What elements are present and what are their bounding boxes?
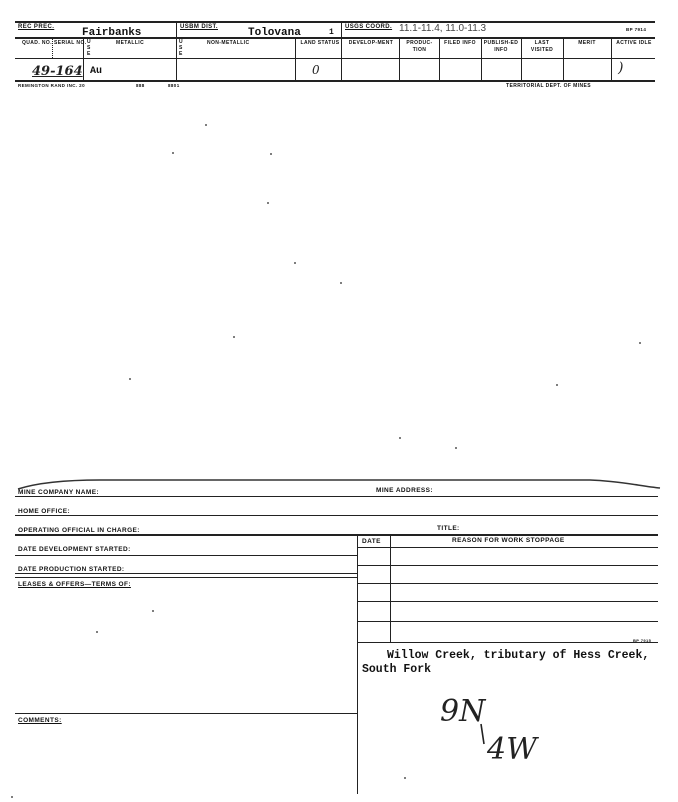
card-edge-curve <box>0 468 678 492</box>
rec-prec-label: REC PREC. <box>18 24 55 30</box>
department-imprint: TERRITORIAL DEPT. OF MINES <box>506 83 591 89</box>
col-last-visited: LAST VISITED <box>530 40 554 53</box>
usgs-coord-value: 11.1-11.4, 11.0-11.3 <box>399 23 487 34</box>
printer-code2: 8801 <box>168 83 180 88</box>
title-label: TITLE: <box>437 525 460 532</box>
top-rule <box>15 21 655 23</box>
col-published-info: PUBLISH-ED INFO <box>483 40 519 53</box>
location-line-1: Willow Creek, tributary of Hess Creek, <box>387 649 650 662</box>
usbm-dist-value: Tolovana <box>248 27 301 39</box>
leases-label: LEASES & OFFERS—TERMS OF: <box>18 581 131 588</box>
usgs-coord-label: USGS COORD. <box>345 24 393 30</box>
metallic-prefix: U S E <box>87 39 92 57</box>
rec-prec-value: Fairbanks <box>82 27 142 39</box>
usbm-dist-label: USBM DIST. <box>180 24 219 30</box>
record-metallic: Au <box>90 66 103 77</box>
mine-address-label: MINE ADDRESS: <box>376 487 433 494</box>
record-quad-serial: 49-164 <box>32 64 83 79</box>
col-filed-info: FILED INFO <box>444 40 476 46</box>
form-code-2: BP 7915 <box>633 638 652 643</box>
operating-official-label: OPERATING OFFICIAL IN CHARGE: <box>18 527 140 534</box>
usbm-dist-suffix: 1 <box>329 28 334 37</box>
col-active-idle: ACTIVE IDLE <box>616 40 652 46</box>
col-development: DEVELOP-MENT <box>348 40 394 46</box>
col-quad-no: QUAD. NO. <box>22 40 52 46</box>
record-active-idle: ) <box>618 60 624 76</box>
reason-header: REASON FOR WORK STOPPAGE <box>452 537 565 544</box>
printer-imprint: REMINGTON RAND INC. 20 <box>18 83 85 88</box>
handwritten-township: 9N <box>440 694 486 729</box>
home-office-label: HOME OFFICE: <box>18 508 71 515</box>
col-metallic: METALLIC <box>116 40 145 46</box>
date-development-label: DATE DEVELOPMENT STARTED: <box>18 546 131 553</box>
date-production-label: DATE PRODUCTION STARTED: <box>18 566 125 573</box>
nonmetallic-prefix: U S E <box>179 39 184 57</box>
col-land-status: LAND STATUS <box>300 40 340 46</box>
col-production: PRODUC-TION <box>406 40 433 53</box>
mine-company-label: MINE COMPANY NAME: <box>18 489 99 496</box>
printer-code1: 888 <box>136 83 145 88</box>
location-line-2: South Fork <box>362 663 432 676</box>
col-nonmetallic: NON-METALLIC <box>207 40 250 46</box>
handwritten-range: 4W <box>487 732 537 767</box>
col-merit: MERIT <box>578 40 596 46</box>
comments-label: COMMENTS: <box>18 717 62 724</box>
form-code: BP 7914 <box>626 27 647 32</box>
col-serial-no: SERIAL NO. <box>54 40 87 46</box>
date-header: DATE <box>362 538 381 545</box>
record-land-status: 0 <box>312 63 320 77</box>
